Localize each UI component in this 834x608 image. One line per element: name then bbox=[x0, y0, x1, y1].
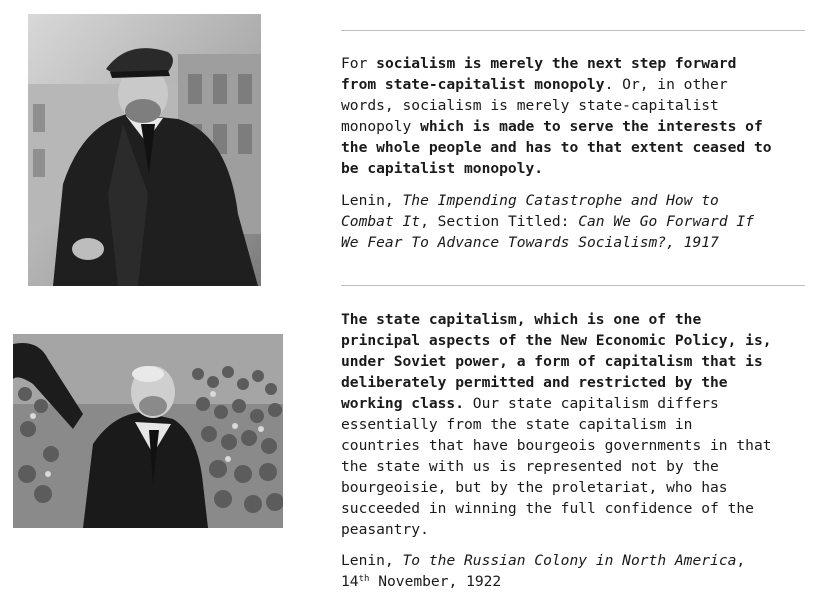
citation-2-after-work: , bbox=[736, 552, 746, 569]
quote-1-citation bbox=[341, 190, 821, 253]
lenin-speech-image bbox=[13, 334, 283, 528]
citation-1-middle: , Section Titled: bbox=[420, 213, 579, 230]
quote-1-text bbox=[341, 53, 821, 179]
lenin-speech-photo bbox=[13, 334, 283, 528]
middle-divider bbox=[341, 285, 805, 286]
top-divider bbox=[341, 30, 805, 31]
quote-1-segment-1: For bbox=[341, 55, 377, 72]
quote-1-segment-4: which is made to serve the interests of the whole people and has to that extent ceased to be capitalist monopoly. bbox=[341, 118, 772, 177]
lenin-portrait-image bbox=[28, 14, 261, 286]
quote-2-segment-2: Our state capitalism differs essentially from the state capitalism in countries that have bourgeois governments in that the state with us is represented not by the bourgeoisie, but by the proletariat, who has succeeded in winning the full confidence of the peasantry. bbox=[341, 395, 772, 538]
citation-2-author: Lenin, bbox=[341, 552, 403, 569]
lenin-portrait-photo bbox=[28, 14, 261, 286]
citation-1-author: Lenin, bbox=[341, 192, 403, 209]
citation-1-section-title: Can We Go Forward If We Fear To Advance Towards Socialism?, 1917 bbox=[341, 213, 754, 251]
citation-2-date-suffix: th bbox=[358, 574, 370, 584]
citation-2-date-rest: November, 1922 bbox=[369, 573, 502, 590]
quote-2-text bbox=[341, 309, 821, 540]
citation-1-work-title: The Impending Catastrophe and How to Combat It bbox=[341, 192, 719, 230]
quote-2-citation bbox=[341, 550, 821, 592]
quote-1-segment-3: . Or, in other words, socialism is merely state-capitalist monopoly bbox=[341, 76, 728, 135]
quote-1-segment-2: socialism is merely the next step forward from state-capitalist monopoly bbox=[341, 55, 737, 93]
quote-2-segment-1: The state capitalism, which is one of the principal aspects of the New Economic Policy, is, under Soviet power, a form of capitalism that is deliberately permitted and restricted by the working class. bbox=[341, 311, 772, 412]
citation-2-work-title: To the Russian Colony in North America bbox=[402, 552, 737, 569]
citation-2-date-day: 14 bbox=[341, 573, 359, 590]
